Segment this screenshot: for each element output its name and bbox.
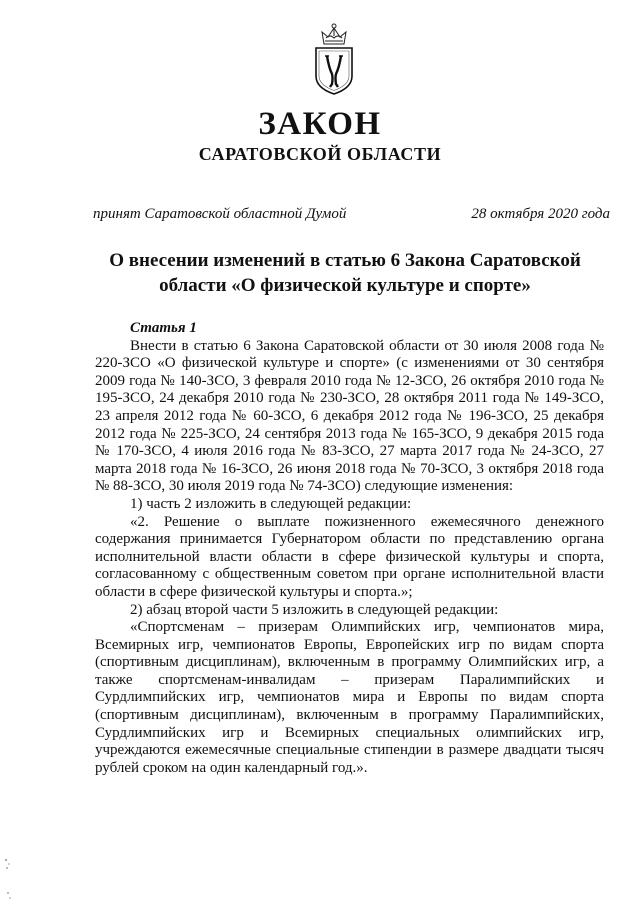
article-paragraph: «2. Решение о выплате пожизненного ежемесячного денежного содержания принимается Губернатором области по представлению органа исполнительной власти области в сфере физической культуры и спорта, согласованному с общественным советом при органе исполнительной власти области в сфере физической культуры и спорта.»; bbox=[95, 513, 604, 600]
article-paragraph: 2) абзац второй части 5 изложить в следующей редакции: bbox=[130, 601, 499, 618]
article-paragraph: 1) часть 2 изложить в следующей редакции: bbox=[130, 495, 412, 512]
adoption-date: 28 октября 2020 года bbox=[471, 206, 610, 222]
adopted-by: принят Саратовской областной Думой bbox=[93, 206, 347, 222]
article-label: Статья 1 bbox=[130, 320, 197, 336]
article-body bbox=[95, 320, 604, 777]
law-title: О внесении изменений в статью 6 Закона Саратовской области «О физической культуре и спорте» bbox=[109, 250, 581, 296]
scan-artifact bbox=[6, 890, 12, 900]
scan-artifact bbox=[4, 858, 12, 870]
coat-of-arms-icon bbox=[310, 22, 358, 98]
article-paragraph: Внести в статью 6 Закона Саратовской области от 30 июля 2008 года № 220-ЗСО «О физической культуре и спорте» (с изменениями от 30 сентября 2009 года № 140-ЗСО, 3 февраля 2010 года № 12-ЗСО, 26 октября 2010 года № 195-ЗСО, 24 декабря 2010 года № 230-ЗСО, 28 октября 2011 года № 149-ЗСО, 23 апреля 2012 года № 60-ЗСО, 6 декабря 2012 года № 196-ЗСО, 25 декабря 2012 года № 225-ЗСО, 24 сентября 2013 года № 165-ЗСО, 9 декабря 2015 года № 170-ЗСО, 4 июля 2016 года № 83-ЗСО, 27 марта 2017 года № 24-ЗСО, 27 марта 2018 года № 16-ЗСО, 26 июня 2018 года № 70-ЗСО, 3 октября 2018 года № 88-ЗСО, 30 июля 2019 года № 74-ЗСО) следующие изменения: bbox=[95, 337, 604, 495]
law-heading: ЗАКОН bbox=[258, 106, 382, 142]
region-name: САРАТОВСКОЙ ОБЛАСТИ bbox=[198, 144, 442, 164]
article-paragraph: «Спортсменам – призерам Олимпийских игр, чемпионатов мира, Всемирных игр, чемпионатов Европы, Европейских игр по видам спорта (спортивным дисциплинам), включенным в программу Олимпийских игр, а также спортсменам-инвалидам – призерам Паралимпийских и Сурдлимпийских игр, чемпионатов мира и Европы по видам спорта (спортивным дисциплинам), включенным в программу Паралимпийских, Сурдлимпийских игр и Всемирных специальных олимпийских игр, учреждаются ежемесячные специальные стипендии в размере двадцати тысяч рублей сроком на один календарный год.». bbox=[95, 619, 604, 776]
